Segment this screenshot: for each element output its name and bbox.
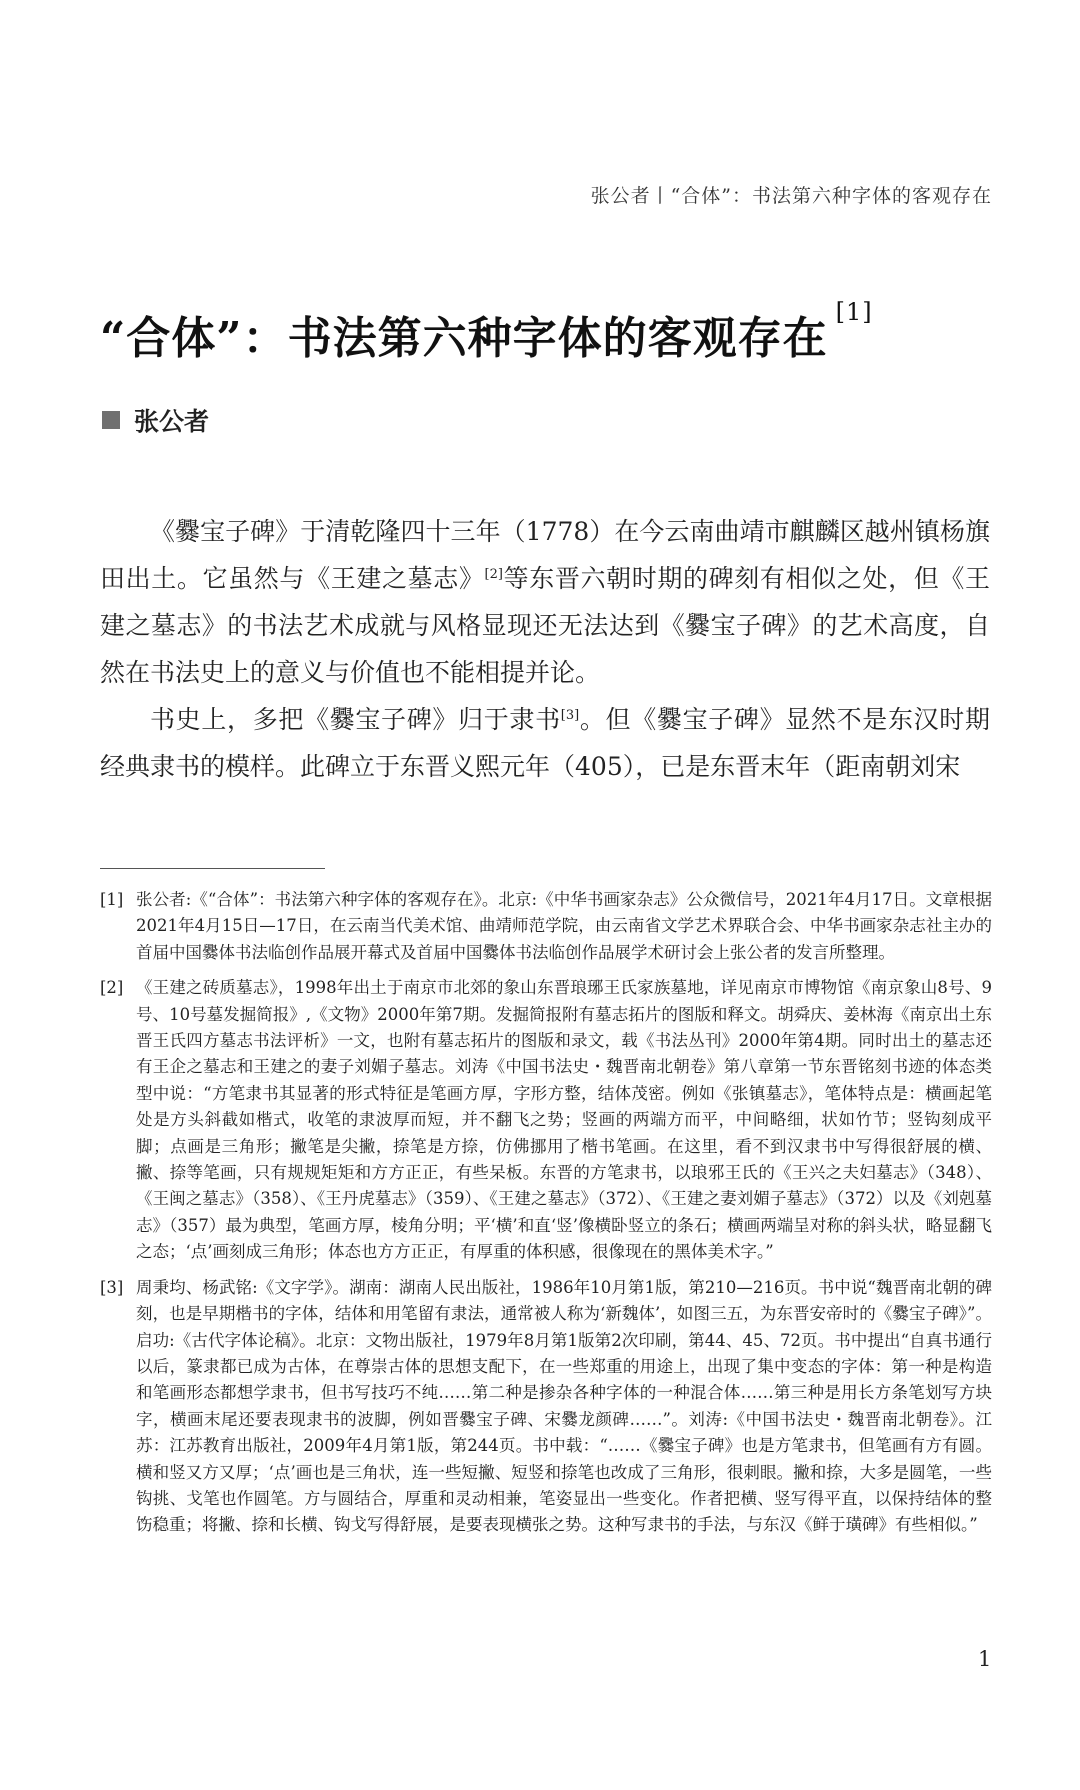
footnote-1 xyxy=(100,887,992,966)
footnote-3 xyxy=(100,1275,992,1539)
title-footnote-ref[interactable]: [1] xyxy=(835,298,873,326)
paragraph-1 xyxy=(100,508,990,696)
paragraph-2-part-2: 。但《爨宝子碑》显然不是东汉时期经典隶书的模样。此碑立于东晋义熙元年（405），已是东晋末年（距南朝刘宋 xyxy=(100,705,990,781)
paragraph-1-part-2: 等东晋六朝时期的碑刻有相似之处，但《王建之墓志》的书法艺术成就与风格显现还无法达到《爨宝子碑》的艺术高度，自然在书法史上的意义与价值也不能相提并论。 xyxy=(100,564,990,687)
author-marker-icon xyxy=(102,411,120,429)
footnotes xyxy=(100,887,992,1548)
paragraph-1-part-1: 《爨宝子碑》于清乾隆四十三年（1778）在今云南曲靖市麒麟区越州镇杨旗田出土。它虽然与《王建之墓志》 xyxy=(100,517,990,593)
paragraph-2 xyxy=(100,696,990,790)
footnote-2 xyxy=(100,975,992,1265)
footnote-ref-3[interactable]: [3] xyxy=(560,708,580,723)
footnote-text: 张公者:《“合体”：书法第六种字体的客观存在》。北京:《中华书画家杂志》公众微信号，2021年4月17日。文章根据2021年4月15日—17日，在云南当代美术馆、曲靖师范学院，由云南省文学艺术界联合会、中华书画家杂志社主办的首届中国爨体书法临创作品展开幕式及首届中国爨体书法临创作品展学术研讨会上张公者的发言所整理。 xyxy=(136,890,992,962)
footnote-number: [3] xyxy=(100,1277,124,1297)
footnote-divider xyxy=(100,868,325,869)
footnote-text: 周秉均、杨武铭:《文字学》。湖南：湖南人民出版社，1986年10月第1版，第210—216页。书中说“魏晋南北朝的碑刻，也是早期楷书的字体，结体和用笔留有隶法，通常被人称为‘新魏体’，如图三五，为东晋安帝时的《爨宝子碑》”。启功:《古代字体论稿》。北京：文物出版社，1979年8月第1版第2次印刷，第44、45、72页。书中提出“自真书通行以后，篆隶都已成为古体，在尊崇古体的思想支配下，在一些郑重的用途上，出现了集中变态的字体：第一种是构造和笔画形态都想学隶书，但书写技巧不纯……第二种是掺杂各种字体的一种混合体……第三种是用长方条笔划写方块字，横画末尾还要表现隶书的波脚，例如晋爨宝子碑、宋爨龙颜碑……”。刘涛:《中国书法史・魏晋南北朝卷》。江苏：江苏教育出版社，2009年4月第1版，第244页。书中载：“……《爨宝子碑》也是方笔隶书，但笔画有方有圆。横和竖又方又厚；‘点’画也是三角状，连一些短撇、短竖和捺笔也改成了三角形，很刺眼。撇和捺，大多是圆笔，一些钩挑、戈笔也作圆笔。方与圆结合，厚重和灵动相兼，笔姿显出一些变化。作者把横、竖写得平直，以保持结体的整饬稳重；将撇、捺和长横、钩戈写得舒展，是要表现横张之势。这种写隶书的手法，与东汉《鲜于璜碑》有些相似。” xyxy=(136,1277,992,1535)
footnote-text: 《王建之砖质墓志》，1998年出土于南京市北郊的象山东晋琅琊王氏家族墓地，详见南京市博物馆《南京象山8号、9号、10号墓发掘简报》,《文物》2000年第7期。发掘简报附有墓志拓片的图版和释文。胡舜庆、姜林海《南京出土东晋王氏四方墓志书法评析》一文，也附有墓志拓片的图版和录文，载《书法丛刊》2000年第4期。同时出土的墓志还有王企之墓志和王建之的妻子刘媚子墓志。刘涛《中国书法史・魏晋南北朝卷》第八章第一节东晋铭刻书迹的体态类型中说：“方笔隶书其显著的形式特征是笔画方厚，字形方整，结体茂密。例如《张镇墓志》，笔体特点是：横画起笔处是方头斜截如楷式，收笔的隶波厚而短，并不翻飞之势；竖画的两端方而平，中间略细，状如竹节；竖钩刻成平脚；点画是三角形；撇笔是尖撇，捺笔是方捺，仿佛挪用了楷书笔画。在这里，看不到汉隶书中写得很舒展的横、撇、捺等笔画，只有规规矩矩和方方正正，有些呆板。东晋的方笔隶书，以琅邪王氏的《王兴之夫妇墓志》（348）、《王闽之墓志》（358）、《王丹虎墓志》（359）、《王建之墓志》（372）、《王建之妻刘媚子墓志》（372）以及《刘剋墓志》（357）最为典型，笔画方厚，棱角分明；平‘横’和直‘竖’像横卧竖立的条石；横画两端呈对称的斜头状，略显翻飞之态；‘点’画刻成三角形；体态也方方正正，有厚重的体积感，很像现在的黑体美术字。” xyxy=(136,978,992,1262)
footnote-number: [1] xyxy=(100,890,124,909)
article-body xyxy=(100,508,990,790)
running-header: 张公者丨“合体”：书法第六种字体的客观存在 xyxy=(590,185,992,207)
author-name: 张公者 xyxy=(134,407,210,436)
article-title xyxy=(100,298,873,366)
paragraph-2-part-1: 书史上，多把《爨宝子碑》归于隶书 xyxy=(150,705,561,734)
author-line xyxy=(102,402,209,438)
footnote-ref-2[interactable]: [2] xyxy=(484,567,503,582)
page-number: 1 xyxy=(978,1647,992,1671)
footnote-number: [2] xyxy=(100,978,124,998)
article-title-text: “合体”：书法第六种字体的客观存在 xyxy=(100,313,828,364)
